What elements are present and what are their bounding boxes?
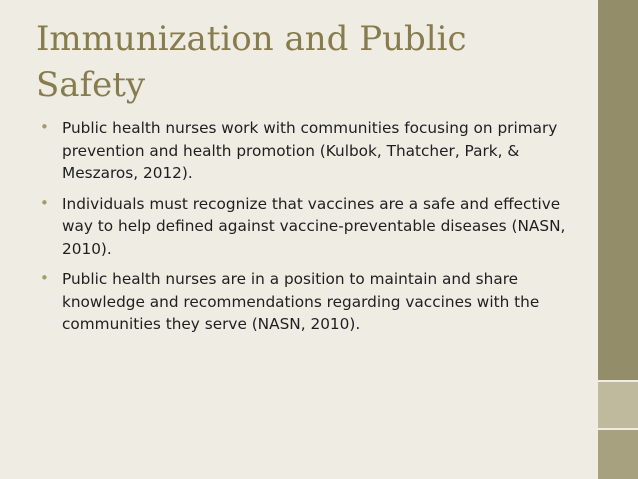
bullet-list bbox=[40, 117, 580, 344]
side-accent-bar-top bbox=[598, 0, 638, 380]
bullet-item bbox=[40, 268, 580, 336]
bullet-item bbox=[40, 193, 580, 261]
slide-title: Immunization and Public Safety bbox=[36, 19, 467, 105]
bullet-text: Public health nurses work with communities focusing on primary prevention and health promotion (Kulbok, Thatcher, Park, & Meszaros, 2012). bbox=[62, 119, 558, 182]
side-accent-bar-bottom bbox=[598, 430, 638, 479]
bullet-text: Individuals must recognize that vaccines are a safe and effective way to help defined against vaccine-preventable diseases (NASN, 2010). bbox=[62, 194, 566, 258]
bullet-point-icon: • bbox=[40, 193, 49, 212]
side-accent-bar-middle bbox=[598, 382, 638, 428]
bullet-text: Public health nurses are in a position to maintain and share knowledge and recommendations regarding vaccines with the communities they serve (NASN, 2010). bbox=[62, 270, 540, 333]
bullet-point-icon: • bbox=[40, 118, 49, 136]
bullet-point-icon: • bbox=[40, 269, 49, 287]
bullet-item bbox=[40, 117, 580, 185]
side-accent-bar bbox=[598, 0, 638, 479]
